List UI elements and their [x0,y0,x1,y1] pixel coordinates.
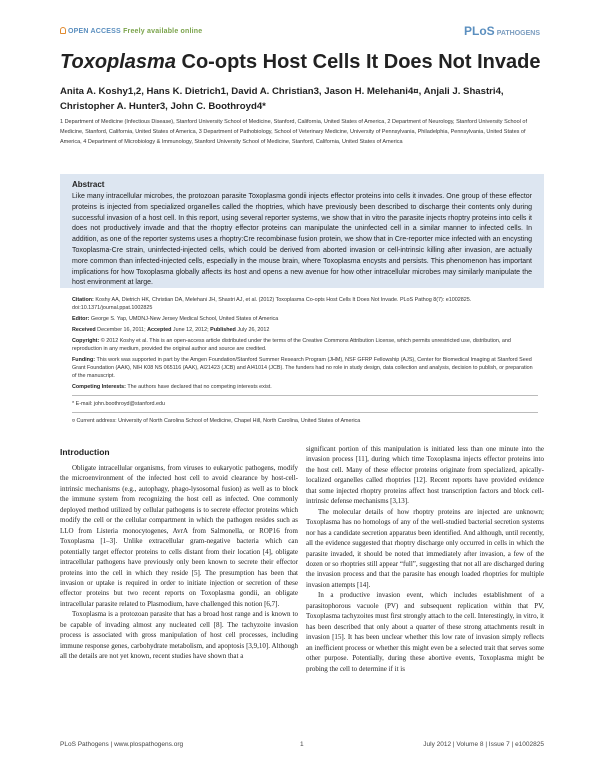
body-paragraph: Obligate intracellular organisms, from viruses to eukaryotic pathogens, modify the microenvironment of the infected host cell to avoid clearance by host-cell-intrinsic mechanisms (e.g., autophagy, phago-lysosomal fusion) as well as to block the immune system from recognizing the host cell as infected. One commonly deployed method utilized by cellular pathogens is to secrete effector proteins which modify the cell or the cellular compartment in which the pathogen resides such as LLO from Listeria monocytogenes, AvrA from Salmonella, or ROP16 from Toxoplasma [1–3]. Unlike extracellular gram-negative bacteria which can potentially target effector proteins to cells distant from their location [4], obligate intracellular pathogens have previously only been known to secrete their effector proteins into the cell in which they reside [5]. The presumption has been that invasion or uptake is required in order to initiate injection or secretion of these effector proteins but two recent reports on Toxoplasma gondii, an obligate intracellular parasite related to Plasmodium, have challenged this notion [6,7]. [60,464,298,608]
title-rest: Co-opts Host Cells It Does Not Invade [175,51,541,73]
article-metadata [72,296,538,428]
body-paragraph: In a productive invasion event, which includes establishment of a parasitophorous vacuole (PV) and subsequent replication within that PV, Toxoplasma tachyzoites must first strongly attach to the cell. Interestingly, in vitro, it has been described that only about a quarter of these strong attachments result in invasion [15]. It has been unclear whether this low rate of invasion simply reflects an inefficient process or whether this might even be a selected trait that serves some other purpose. Potentially, during these abortive events, Toxoplasma might be probing the cell to determine if it is [306,591,544,673]
competing-interests: Competing Interests: The authors have declared that no competing interests exist. [72,384,272,390]
metadata-divider [72,395,538,396]
editor: Editor: George S. Yap, UMDNJ-New Jersey Medical School, United States of America [72,316,279,322]
current-address: ¤ Current address: University of North Carolina School of Medicine, Chapel Hill, North Carolina, United States of America [72,418,361,424]
body-paragraph: Toxoplasma is a protozoan parasite that has a broad host range and is known to be capable of invading almost any nucleated cell [8]. The tachyzoite invasion process is associated with gross manipulation of host cell processes, including immune response genes, carbohydrate metabolism, and apoptosis [3,9,10]. Although all the details are not yet known, recent studies have shown that a [60,610,298,661]
corresponding-email[interactable]: * E-mail: john.boothroyd@stanford.edu [72,401,165,407]
introduction-heading: Introduction [60,447,110,457]
dates: Received December 16, 2011; Accepted June 12, 2012; Published July 26, 2012 [72,327,270,333]
body-paragraph: The molecular details of how rhoptry proteins are injected are unknown; Toxoplasma has no homologs of any of the well-studied bacterial secretion systems nor has a candidate secretion apparatus been identified. And although, until recently, all the evidence suggested that rhoptry discharge only occurred in cells in which the parasite invaded, it should be noted that immediately after invasion, a few of the dozen or so rhoptries still appear “full”, suggesting that not all are discharged during the invasion process and that the parasite has enough loaded rhoptries for multiple invasion attempts [14]. [306,507,544,589]
footer-issue-info: July 2012 | Volume 8 | Issue 7 | e1002825 [423,741,544,748]
abstract-box [60,174,544,288]
authors-line-1: Anita A. Koshy1,2, Hans K. Dietrich1, David A. Christian3, Jason H. Melehani4¤, Anjali J. Shastri4, [60,86,504,97]
copyright: Copyright: © 2012 Koshy et al. This is an open-access article distributed under the terms of the Creative Commons Attribution License, which permits unrestricted use, distribution, and reproduction in any medium, provided the original author and source are credited. [72,338,511,352]
author-list [60,84,550,114]
open-access-banner[interactable]: OPEN ACCESS Freely available online [60,27,202,35]
body-paragraph: significant portion of this manipulation is initiated less than one minute into the invasion process [11], during which time Toxoplasma injects effector proteins into the host cell. Many of these effector proteins originate from specialized, apically-localized organelles called rhoptries [12]. Recent reports have provided evidence that some injected rhoptry proteins affect host transcription factors and block cell-intrinsic defense mechanisms [3,13]. [306,445,544,506]
abstract-text: Like many intracellular microbes, the protozoan parasite Toxoplasma gondii injects effector proteins into cells it invades. One group of these effector proteins is injected from specialized organelles called the rhoptries, which have previously been described to discharge their contents only during successful invasion of a host cell. In this report, using several reporter systems, we show that in vitro the parasite injects rhoptry proteins into cells it does not productively invade and that the rhoptry effector proteins can manipulate the uninfected cell in a similar manner to infected cells. In addition, as one of the reporter systems uses a rhoptry:Cre recombinase fusion protein, we show that in Cre-reporter mice infected with an encysting Toxoplasma-Cre strain, uninfected-injected cells, which could be derived from aborted invasion or cell-intrinsic killing after invasion, are actually more common than infected-injected cells, especially in the mouse brain, where Toxoplasma encysts and persists. This phenomenon has important implications for how Toxoplasma globally affects its host and opens a new avenue for how other intracellular microbes may similarly manipulate the host environment at large. [72,193,532,287]
abstract-heading: Abstract [72,180,105,189]
freely-available-label: Freely available online [123,28,203,35]
affiliations: 1 Department of Medicine (Infectious Disease), Stanford University School of Medicine, Stanford, California, United States of America, 2 Department of Neurology, Stanford University School of Medicine, Stanford, California, United States of America, 3 Department of Pathobiology, School of Veterinary Medicine, University of Pennsylvania, Philadelphia, Pennsylvania, United States of America, 4 Department of Microbiology & Immunology, Stanford University School of Medicine, Stanford, California, United States of America [60,119,528,145]
article-title [60,51,540,74]
page-number: 1 [300,741,304,748]
title-italic: Toxoplasma [60,51,176,73]
body-column-right [306,444,544,674]
authors-line-2: Christopher A. Hunter3, John C. Boothroyd4* [60,101,266,112]
body-column-left [60,463,298,662]
metadata-divider [72,412,538,413]
open-access-lock-icon [60,27,66,34]
journal-logo[interactable]: PLoS PATHOGENS [464,24,540,38]
funding: Funding: This work was supported in part by the Amgen Foundation/Stanford Summer Research Program (JHM), NSF GFRP Fellowship (AJS), Center for Biomedical Imaging at Stanford Seed Grant Foundation (AAK), NIH K08 NS 065116 (AAK), AI21423 (JCB) and AI41014 (JCB). The funders had no role in study design, data collection and analysis, decision to publish, or preparation of the manuscript. [72,357,533,379]
journal-header [60,24,540,39]
footer-journal-link[interactable]: PLoS Pathogens | www.plospathogens.org [60,741,184,748]
citation: Citation: Koshy AA, Dietrich HK, Christian DA, Melehani JH, Shastri AJ, et al. (2012) Toxoplasma Co-opts Host Cells It Does Not Invade. PLoS Pathog 8(7): e1002825. doi:10.1371/journal.ppat.1002825 [72,297,472,311]
